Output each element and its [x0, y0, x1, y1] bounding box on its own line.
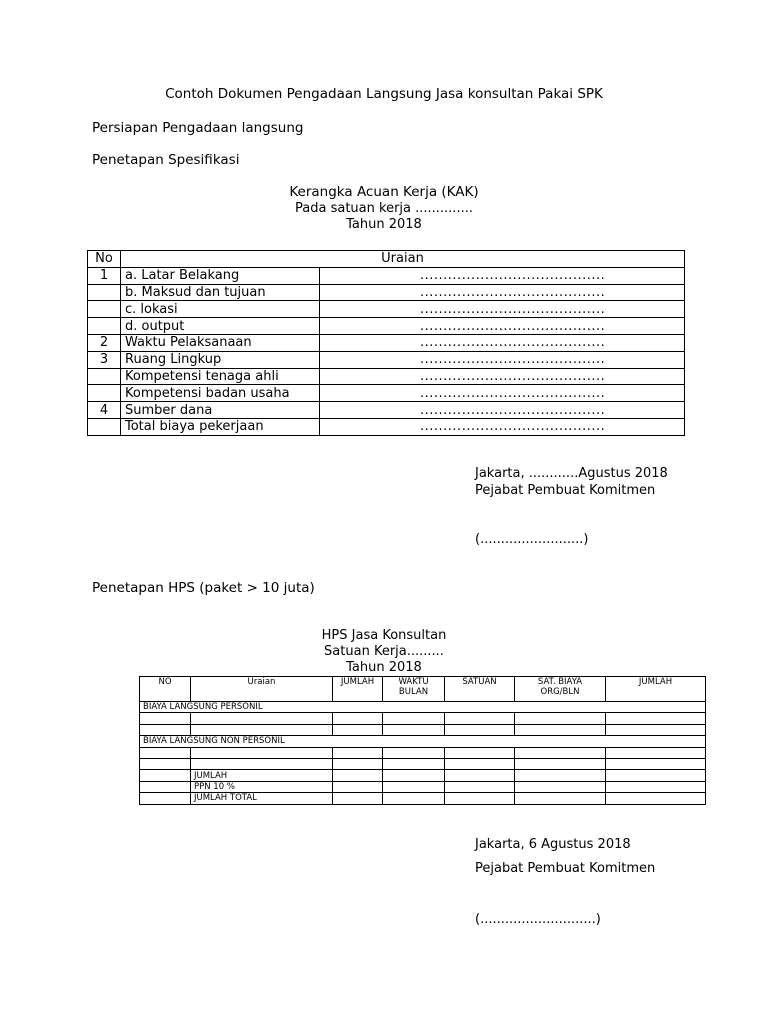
kak-row-value: ........................................: [320, 267, 685, 284]
hps-header-jumlah: JUMLAH: [333, 677, 383, 702]
hps-group-personil: BIAYA LANGSUNG PERSONIL: [140, 702, 706, 713]
table-row: [88, 284, 685, 301]
kak-row-value: ........................................: [320, 418, 685, 435]
signature-name-2: (............................): [475, 912, 601, 927]
section-heading-spesifikasi: Penetapan Spesifikasi: [92, 152, 240, 168]
hps-header-uraian: Uraian: [191, 677, 333, 702]
kak-row-value: ........................................: [320, 284, 685, 301]
hps-group-row: [140, 736, 706, 747]
table-row: [88, 368, 685, 385]
kak-row-item: d. output: [121, 318, 320, 335]
table-row: [140, 781, 706, 792]
table-row: [140, 724, 706, 735]
kak-row-value: ........................................: [320, 368, 685, 385]
hps-row-ppn: PPN 10 %: [191, 781, 333, 792]
kak-header-no: No: [88, 251, 121, 268]
table-row: [140, 770, 706, 781]
table-row: [88, 267, 685, 284]
hps-year: Tahun 2018: [346, 660, 422, 675]
kak-header-uraian: Uraian: [121, 251, 685, 268]
kak-row-no: [88, 318, 121, 335]
kak-row-no: [88, 368, 121, 385]
kak-row-value: ........................................: [320, 402, 685, 419]
kak-row-no: [88, 301, 121, 318]
table-row: [88, 318, 685, 335]
kak-row-value: ........................................: [320, 334, 685, 351]
signature-role-2: Pejabat Pembuat Komitmen: [475, 861, 656, 876]
section-heading-persiapan: Persiapan Pengadaan langsung: [92, 120, 304, 136]
hps-header-no: NO: [140, 677, 191, 702]
kak-row-no: [88, 385, 121, 402]
hps-header-jumlah-total: JUMLAH: [606, 677, 706, 702]
kak-table: [87, 250, 685, 436]
kak-row-item: c. lokasi: [121, 301, 320, 318]
hps-group-non-personil: BIAYA LANGSUNG NON PERSONIL: [140, 736, 706, 747]
kak-row-value: ........................................: [320, 385, 685, 402]
kak-row-no: 1: [88, 267, 121, 284]
hps-header-satuan: SATUAN: [445, 677, 515, 702]
kak-row-item: b. Maksud dan tujuan: [121, 284, 320, 301]
signature-place-date: Jakarta, ............Agustus 2018: [475, 466, 668, 481]
hps-header-row: [140, 677, 706, 702]
hps-header-sat-biaya: SAT. BIAYA ORG/BLN: [515, 677, 606, 702]
signature-role: Pejabat Pembuat Komitmen: [475, 483, 656, 498]
hps-table: [139, 676, 706, 805]
kak-row-no: [88, 284, 121, 301]
kak-unit: Pada satuan kerja ..............: [295, 201, 473, 216]
section-heading-hps: Penetapan HPS (paket > 10 juta): [92, 580, 315, 596]
kak-row-no: [88, 418, 121, 435]
table-row: [140, 713, 706, 724]
kak-row-item: Sumber dana: [121, 402, 320, 419]
table-row: [88, 351, 685, 368]
hps-row-jumlah: JUMLAH: [191, 770, 333, 781]
kak-row-item: Kompetensi badan usaha: [121, 385, 320, 402]
kak-row-no: 3: [88, 351, 121, 368]
hps-row-jumlah-total: JUMLAH TOTAL: [191, 793, 333, 804]
signature-name: (.........................): [475, 532, 589, 547]
table-row: [88, 301, 685, 318]
hps-group-row: [140, 702, 706, 713]
table-row: [88, 334, 685, 351]
table-row: [88, 385, 685, 402]
kak-row-value: ........................................: [320, 351, 685, 368]
kak-header-row: [88, 251, 685, 268]
kak-row-item: Waktu Pelaksanaan: [121, 334, 320, 351]
kak-title: Kerangka Acuan Kerja (KAK): [289, 184, 479, 200]
kak-row-no: 2: [88, 334, 121, 351]
kak-year: Tahun 2018: [346, 217, 422, 232]
hps-header-waktu: WAKTU BULAN: [383, 677, 445, 702]
kak-row-item: a. Latar Belakang: [121, 267, 320, 284]
kak-row-item: Ruang Lingkup: [121, 351, 320, 368]
table-row: [140, 747, 706, 758]
hps-title: HPS Jasa Konsultan: [321, 628, 447, 643]
kak-row-value: ........................................: [320, 301, 685, 318]
kak-row-item: Kompetensi tenaga ahli: [121, 368, 320, 385]
document-title: Contoh Dokumen Pengadaan Langsung Jasa konsultan Pakai SPK: [165, 86, 603, 102]
table-row: [140, 758, 706, 769]
hps-unit: Satuan Kerja.........: [324, 644, 444, 659]
kak-row-item: Total biaya pekerjaan: [121, 418, 320, 435]
table-row: [88, 418, 685, 435]
table-row: [88, 402, 685, 419]
kak-row-no: 4: [88, 402, 121, 419]
kak-row-value: ........................................: [320, 318, 685, 335]
table-row: [140, 793, 706, 804]
signature-place-date-2: Jakarta, 6 Agustus 2018: [475, 837, 631, 852]
